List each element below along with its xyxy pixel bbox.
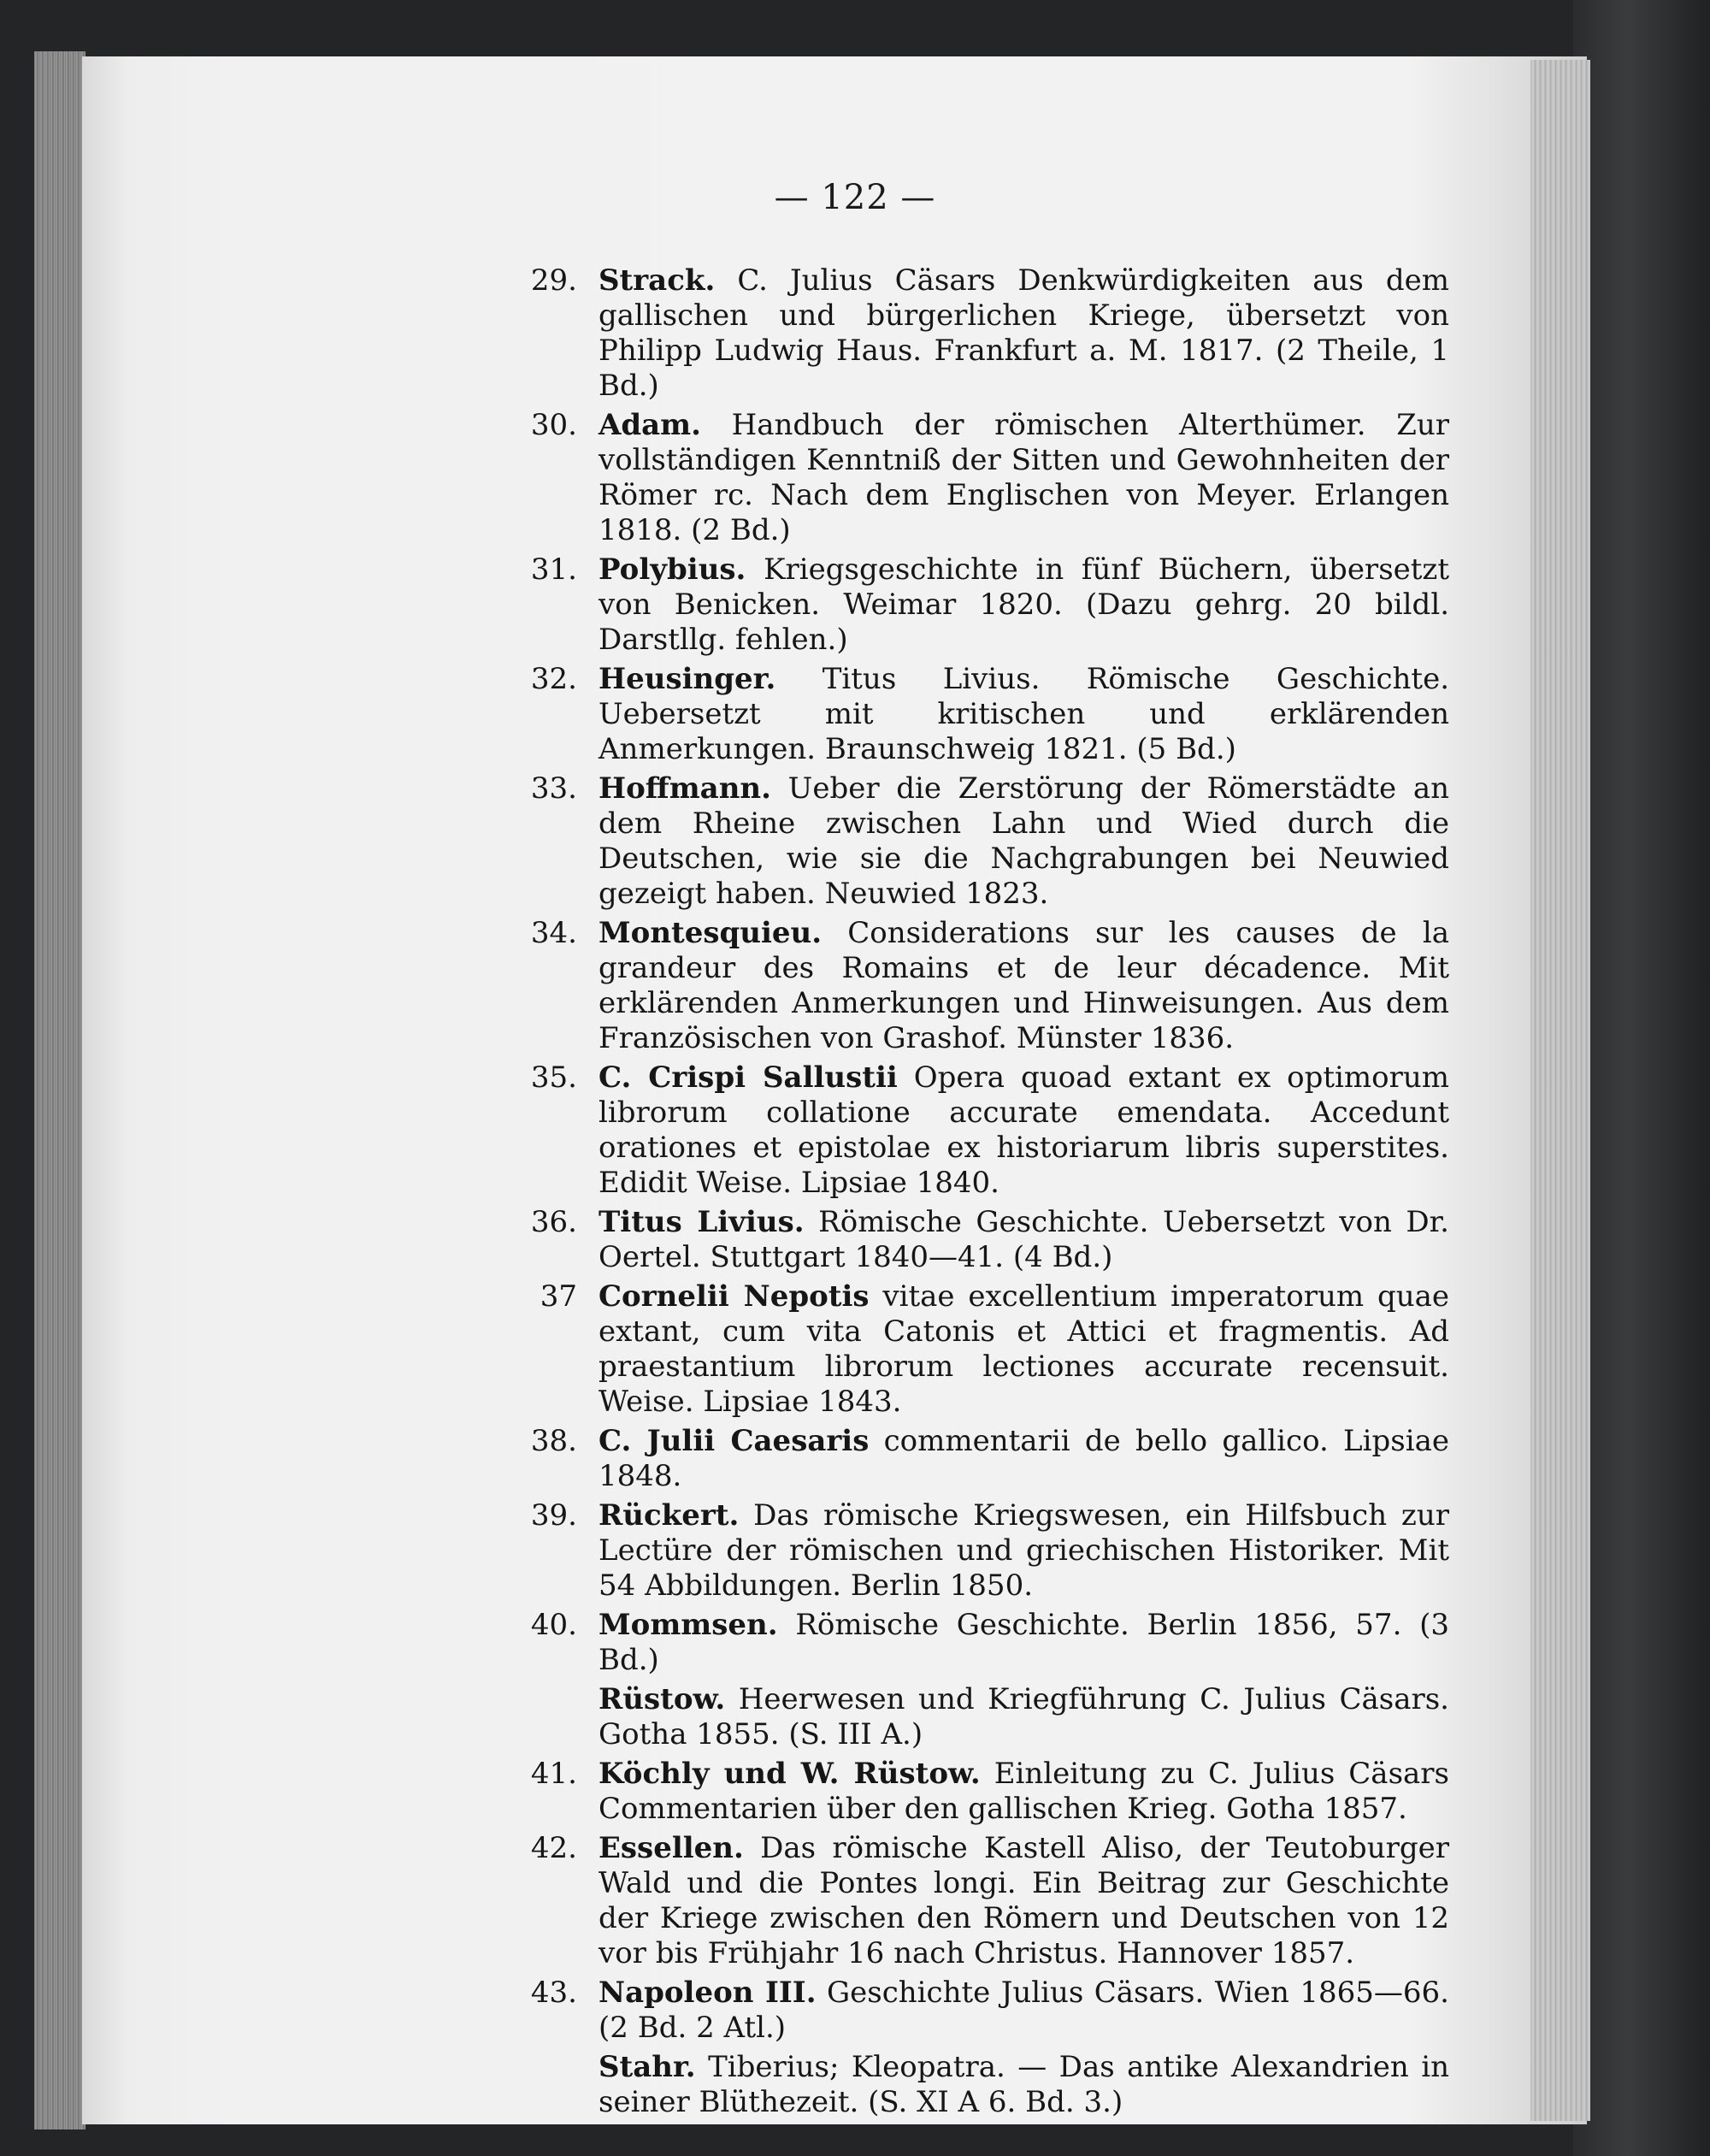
bibliography-entry [492,1279,1449,1420]
bibliography-entry [492,1205,1449,1275]
entry-author: C. Julii Caesaris [598,1424,870,1458]
cover-edge-right [1573,0,1710,2156]
entry-number: 30. [530,408,577,442]
entry-author: C. Crispi Sallustii [598,1060,898,1095]
entry-author: Polybius. [598,552,746,587]
entry-number: 33. [530,771,577,806]
bibliography-entry [492,1831,1449,1971]
entry-author: Rückert. [598,1498,740,1533]
entry-text: Tiberius; Kleopatra. — Das antike Alexandrien in seiner Blüthezeit. (S. XI A 6. Bd. 3.) [598,2050,1449,2119]
entry-text: Titus Livius. Römische Geschichte. Uebersetzt mit kritischen und erklärenden Anmerkungen. Braunschweig 1821. (5 Bd.) [598,662,1449,766]
entry-number: 40. [530,1608,577,1642]
entry-number: 43. [530,1976,577,2010]
bibliography-entry [492,771,1449,912]
entry-author: Titus Livius. [598,1205,805,1239]
entry-text: Einleitung zu C. Julius Cäsars Commentarien über den gallischen Krieg. Gotha 1857. [598,1757,1449,1826]
entry-number: 39. [530,1498,577,1533]
entry-number: 38. [530,1424,577,1458]
entry-author: Cornelii Nepotis [598,1279,870,1314]
entry-text: C. Julius Cäsars Denkwürdigkeiten aus dem gallischen und bürgerlichen Kriege, übersetzt von Philipp Ludwig Haus. Frankfurt a. M. 1817. (2 Theile, 1 Bd.) [598,263,1449,403]
entry-author: Montesquieu. [598,916,823,950]
entry-author: Köchly und W. Rüstow. [598,1757,981,1791]
entry-text: Kriegsgeschichte in fünf Büchern, übersetzt von Benicken. Weimar 1820. (Dazu gehrg. 20 bildl. Darstllg. fehlen.) [598,552,1449,657]
entry-author: Strack. [598,263,716,298]
entry-number: 35. [530,1060,577,1095]
page-fore-edge [1530,60,1590,2121]
entry-text: Heerwesen und Kriegführung C. Julius Cäsars. Gotha 1855. (S. III A.) [598,1682,1449,1751]
entry-text: Considerations sur les causes de la grandeur des Romains et de leur décadence. Mit erklärenden Anmerkungen und Hinweisungen. Aus dem Französischen von Grashof. Münster 1836. [598,916,1449,1055]
bibliography-entry [492,916,1449,1056]
entry-number: 36. [530,1205,577,1239]
entry-text: Das römische Kastell Aliso, der Teutoburger Wald und die Pontes longi. Ein Beitrag zur Geschichte der Kriege zwischen den Römern und Deutschen von 12 vor bis Frühjahr 16 nach Christus. Hannover 1857. [598,1831,1449,1970]
bibliography-entry [492,2050,1449,2120]
bibliography-entry [492,1976,1449,2046]
bibliography-entry [492,662,1449,767]
entry-author: Essellen. [598,1831,744,1865]
entry-number: 37 [540,1279,577,1314]
entry-text: commentarii de bello gallico. Lipsiae 1848. [598,1424,1449,1493]
entry-text: Römische Geschichte. Uebersetzt von Dr. Oertel. Stuttgart 1840—41. (4 Bd.) [598,1205,1449,1274]
bibliography-entry [492,408,1449,548]
entry-number: 34. [530,916,577,950]
entry-number: 42. [530,1831,577,1865]
entry-author: Stahr. [598,2050,696,2084]
entry-author: Mommsen. [598,1608,778,1642]
entry-text: Das römische Kriegswesen, ein Hilfsbuch zur Lectüre der römischen und griechischen Historiker. Mit 54 Abbildungen. Berlin 1850. [598,1498,1449,1603]
bibliography-entry [492,1682,1449,1752]
bibliography-entry [492,1608,1449,1678]
bibliography-list [492,263,1449,2124]
entry-text: Geschichte Julius Cäsars. Wien 1865—66. (2 Bd. 2 Atl.) [598,1976,1449,2045]
page-number: — 122 — [774,178,936,217]
entry-author: Hoffmann. [598,771,771,806]
entry-author: Napoleon III. [598,1976,817,2010]
entry-text: Römische Geschichte. Berlin 1856, 57. (3 Bd.) [598,1608,1449,1677]
entry-number: 32. [530,662,577,696]
entry-author: Rüstow. [598,1682,726,1716]
entry-text: vitae excellentium imperatorum quae extant, cum vita Catonis et Attici et fragmentis. Ad praestantium librorum lectiones accurate recensuit. Weise. Lipsiae 1843. [598,1279,1450,1419]
entry-author: Adam. [598,408,701,442]
bibliography-entry [492,263,1449,404]
entry-text: Ueber die Zerstörung der Römerstädte an dem Rheine zwischen Lahn und Wied durch die Deutschen, wie sie die Nachgrabungen bei Neuwied gezeigt haben. Neuwied 1823. [598,771,1449,911]
entry-text: Handbuch der römischen Alterthümer. Zur vollständigen Kenntniß der Sitten und Gewohnheiten der Römer rc. Nach dem Englischen von Meyer. Erlangen 1818. (2 Bd.) [598,408,1449,547]
entry-text: Opera quoad extant ex optimorum librorum collatione accurate emendata. Accedunt orationes et epistolae ex historiarum libris superstites. Edidit Weise. Lipsiae 1840. [598,1060,1450,1200]
entry-number: 31. [530,552,577,587]
entry-number: 41. [530,1757,577,1791]
bibliography-entry [492,1498,1449,1604]
entry-number: 29. [530,263,577,298]
bibliography-entry [492,1424,1449,1494]
bibliography-entry [492,1757,1449,1827]
entry-author: Heusinger. [598,662,776,696]
bibliography-entry [492,552,1449,658]
page-stack-edge [34,51,86,2129]
bibliography-entry [492,1060,1449,1201]
